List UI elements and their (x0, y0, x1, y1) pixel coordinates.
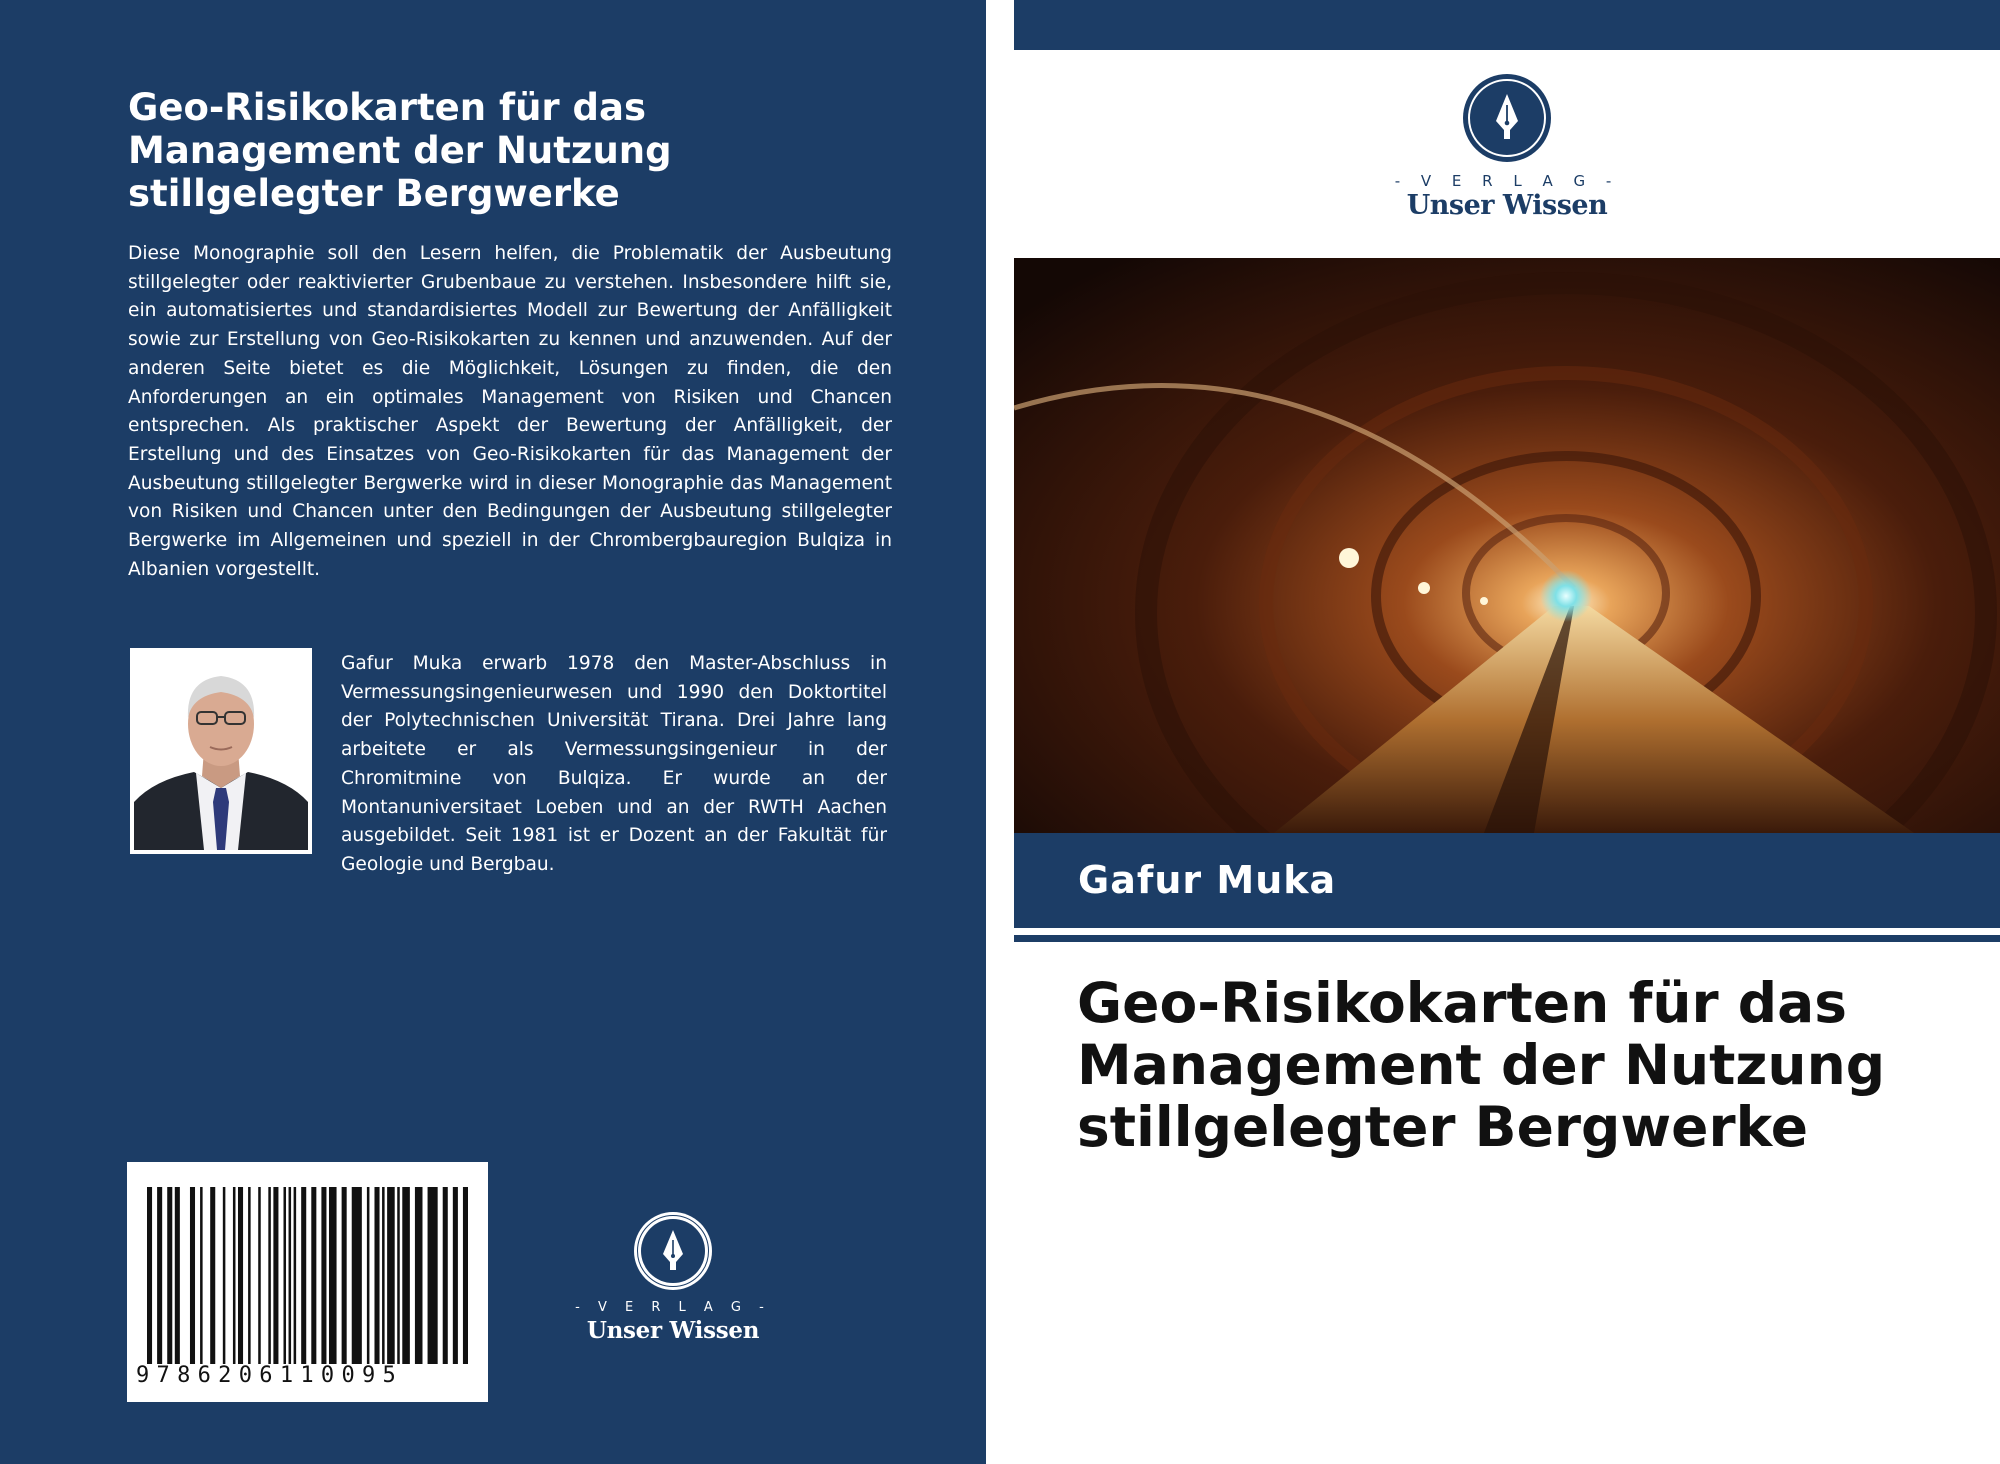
barcode-bar (273, 1187, 278, 1364)
barcode-bar (200, 1187, 203, 1364)
barcode-bar (233, 1187, 236, 1364)
fountain-pen-nib-icon (1461, 72, 1553, 164)
barcode-bar (397, 1187, 400, 1364)
back-publisher-logo (566, 1210, 780, 1344)
barcode-bar (374, 1187, 379, 1364)
back-cover-title: Geo-Risikokarten für das Management der Nutzung stillgelegter Bergwerke (128, 86, 672, 215)
barcode-bar (352, 1187, 362, 1364)
front-publisher-logo (1374, 72, 1640, 221)
barcode-bar (210, 1187, 215, 1364)
front-cover-title: Geo-Risikokarten für das Management der Nutzung stillgelegter Bergwerke (1077, 971, 1886, 1159)
barcode-bar (157, 1187, 162, 1364)
front-cover (1014, 0, 2000, 1464)
barcode-bar (223, 1187, 226, 1364)
back-cover (0, 0, 986, 1464)
barcode-bar (175, 1187, 180, 1364)
barcode-bar (329, 1187, 337, 1364)
barcode-bar (321, 1187, 326, 1364)
author-band (1014, 833, 2000, 928)
barcode-bar (283, 1187, 286, 1364)
front-logo-verlag: - V E R L A G - (1394, 172, 1620, 190)
back-logo-publisher: Unser Wissen (586, 1317, 760, 1344)
barcode-bar (382, 1187, 385, 1364)
barcode-bar (463, 1187, 468, 1364)
author-photo (130, 648, 312, 854)
barcode-bar (190, 1187, 195, 1364)
barcode-bar (415, 1187, 423, 1364)
barcode-bar (248, 1187, 251, 1364)
barcode-bar (147, 1187, 152, 1364)
barcode-bar (301, 1187, 306, 1364)
barcode-bar (402, 1187, 410, 1364)
barcode-bar (387, 1187, 395, 1364)
barcode-bar (268, 1187, 271, 1364)
barcode-bar (294, 1187, 297, 1364)
back-cover-blurb: Diese Monographie soll den Lesern helfen, die Problematik der Ausbeutung stillgelegter oder reaktivierter Grubenbaue zu verstehen. Insbesondere hilft sie, ein automatisiertes und standardisiertes Modell zur Bewertung der Anfälligkeit sowie zur Erstellung von Geo-Risikokarten zu kennen und anzuwenden. Auf der anderen Seite bietet es die Möglichkeit, Lösungen zu finden, die den Anforderungen an ein optimales Management von Risiken und Chancen entsprechen. Als praktischer Aspekt der Bewertung der Anfälligkeit, der Erstellung und des Einsatzes von Geo-Risikokarten für das Management der Ausbeutung stillgelegter Bergwerke wird in dieser Monographie das Management von Risiken und Chancen unter den Bedingungen der Ausbeutung stillgelegter Bergwerke im Allgemeinen und speziell in der Chrombergbauregion Bulqiza in Albanien vorgestellt. (128, 243, 892, 580)
fountain-pen-nib-icon (632, 1210, 714, 1292)
author-name: Gafur Muka (1078, 858, 1337, 902)
author-bio: Gafur Muka erwarb 1978 den Master-Abschluss in Vermessungsingenieurwesen und 1990 den Doktortitel der Polytechnischen Universität Tirana. Drei Jahre lang arbeitete er als Vermessungsingenieur in der Chromitmine von Bulqiza. Er wurde an der Montanuniversitaet Loeben und an der RWTH Aachen ausgebildet. Seit 1981 ist er Dozent an der Fakultät für Geologie und Bergbau. (341, 653, 887, 875)
barcode-bar (453, 1187, 458, 1364)
barcode-bar (367, 1187, 370, 1364)
isbn-number: 9786206110095 (136, 1363, 404, 1388)
barcode (127, 1162, 488, 1402)
mine-tunnel-photo (1014, 258, 2000, 833)
barcode-bar (167, 1187, 172, 1364)
barcode-bars (147, 1187, 468, 1364)
barcode-bar (238, 1187, 243, 1364)
back-logo-verlag: - V E R L A G - (575, 1300, 771, 1315)
barcode-bar (342, 1187, 347, 1364)
divider-rule (1014, 935, 2000, 942)
barcode-bar (289, 1187, 292, 1364)
barcode-bar (258, 1187, 261, 1364)
barcode-bar (428, 1187, 438, 1364)
barcode-bar (311, 1187, 316, 1364)
front-top-bar (1014, 0, 2000, 50)
barcode-bar (443, 1187, 448, 1364)
front-logo-publisher: Unser Wissen (1406, 190, 1608, 221)
